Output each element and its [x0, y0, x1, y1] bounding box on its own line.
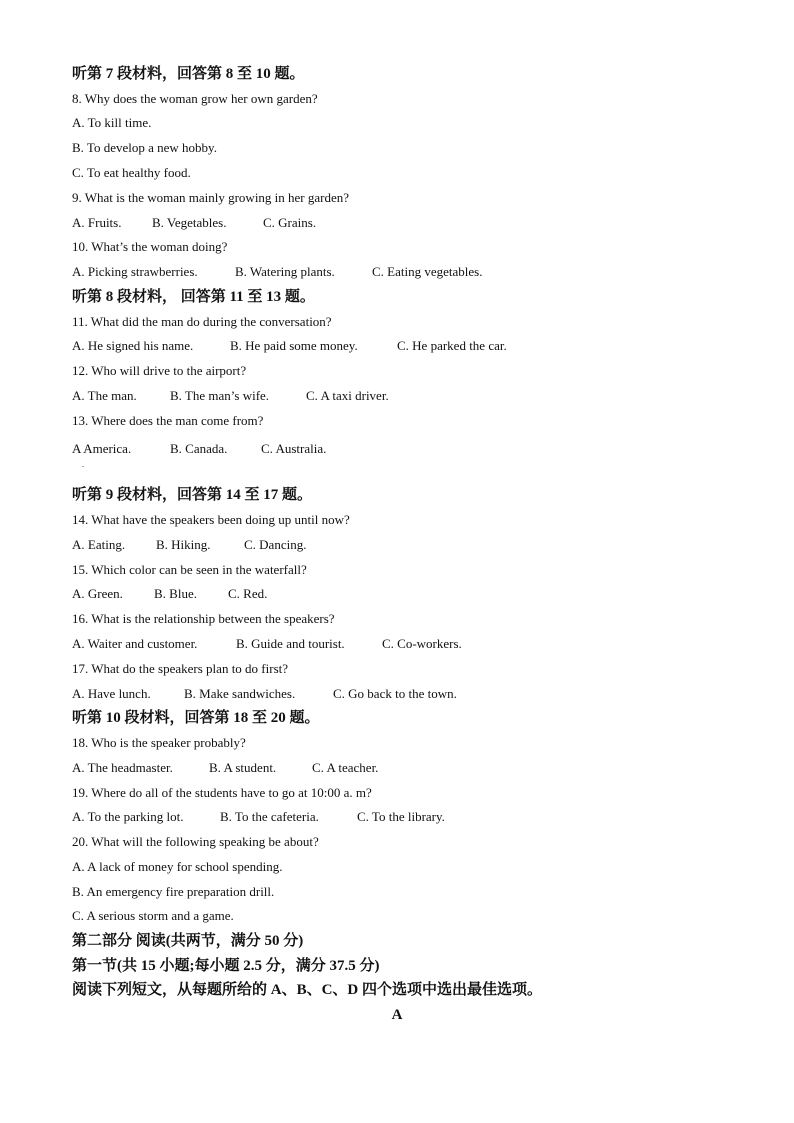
- spacer: [72, 469, 732, 483]
- question-18-option-a: A. The headmaster.: [72, 759, 173, 775]
- question-12-options: [72, 384, 732, 409]
- question-19-options: [72, 805, 732, 830]
- question-10-option-b: B. Watering plants.: [235, 264, 335, 280]
- question-10-options: [72, 260, 732, 285]
- section-heading-9: 听第 9 段材料，回答第 14 至 17 题。: [72, 487, 313, 504]
- question-9-option-a: A. Fruits.: [72, 214, 122, 230]
- question-15-option-b: B. Blue.: [154, 586, 197, 602]
- question-15-stem: 15. Which color can be seen in the waterfall?: [72, 561, 307, 577]
- reading-instruction: 阅读下列短文，从每题所给的 A、B、C、D 四个选项中选出最佳选项。: [72, 982, 543, 999]
- question-20-option-b: B. An emergency fire preparation drill.: [72, 883, 275, 899]
- question-15-option-a: A. Green.: [72, 586, 123, 602]
- question-9-option-b: B. Vegetables.: [152, 214, 227, 230]
- question-11-option-a: A. He signed his name.: [72, 338, 194, 354]
- question-8-option-c: C. To eat healthy food.: [72, 164, 191, 180]
- question-9-option-c: C. Grains.: [263, 214, 317, 230]
- question-14-options: [72, 533, 732, 558]
- question-15-option-c: C. Red.: [228, 586, 268, 602]
- question-14-option-b: B. Hiking.: [156, 536, 211, 552]
- question-15-options: [72, 582, 732, 607]
- question-14-option-c: C. Dancing.: [244, 536, 307, 552]
- stray-dot: .: [82, 460, 84, 470]
- question-10-option-a: A. Picking strawberries.: [72, 264, 198, 280]
- question-20-option-a: A. A lack of money for school spending.: [72, 858, 283, 874]
- section-heading-7: 听第 7 段材料，回答第 8 至 10 题。: [72, 66, 305, 82]
- question-9-options: [72, 211, 732, 236]
- question-12-option-c: C. A taxi driver.: [306, 387, 389, 403]
- question-10-option-c: C. Eating vegetables.: [372, 264, 483, 280]
- question-14-option-a: A. Eating.: [72, 536, 126, 552]
- question-14-stem: 14. What have the speakers been doing up until now?: [72, 511, 350, 527]
- question-11-options: [72, 334, 732, 359]
- question-13-stem: 13. Where does the man come from?: [72, 412, 264, 428]
- question-18-option-c: C. A teacher.: [312, 759, 379, 775]
- question-12-stem: 12. Who will drive to the airport?: [72, 363, 247, 379]
- question-11-stem: 11. What did the man do during the conversation?: [72, 313, 332, 329]
- section-heading-10: 听第 10 段材料，回答第 18 至 20 题。: [72, 710, 320, 727]
- question-9-stem: 9. What is the woman mainly growing in her garden?: [72, 189, 350, 205]
- question-16-options: [72, 632, 732, 657]
- question-19-option-c: C. To the library.: [357, 809, 445, 825]
- question-13-options: [72, 437, 732, 462]
- question-19-stem: 19. Where do all of the students have to go at 10:00 a. m?: [72, 784, 372, 800]
- question-19-option-a: A. To the parking lot.: [72, 809, 184, 825]
- exam-page: [72, 62, 732, 1027]
- question-12-option-a: A. The man.: [72, 387, 137, 403]
- question-10-stem: 10. What’s the woman doing?: [72, 239, 228, 255]
- question-11-option-c: C. He parked the car.: [397, 338, 507, 354]
- passage-letter: A: [391, 1007, 403, 1024]
- question-12-option-b: B. The man’s wife.: [170, 387, 270, 403]
- question-13-option-a: A America.: [72, 440, 132, 456]
- question-16-option-a: A. Waiter and customer.: [72, 635, 198, 651]
- question-18-options: [72, 756, 732, 781]
- question-8-option-a: A. To kill time.: [72, 115, 152, 131]
- question-16-option-b: B. Guide and tourist.: [236, 635, 345, 651]
- question-20-stem: 20. What will the following speaking be about?: [72, 834, 319, 850]
- question-13-option-c: C. Australia.: [261, 440, 327, 456]
- part-two-title: 第二部分 阅读(共两节，满分 50 分): [72, 933, 304, 950]
- question-17-option-c: C. Go back to the town.: [333, 685, 457, 701]
- question-17-option-a: A. Have lunch.: [72, 685, 151, 701]
- question-16-stem: 16. What is the relationship between the speakers?: [72, 611, 335, 627]
- question-17-stem: 17. What do the speakers plan to do first?: [72, 660, 289, 676]
- section-one-title: 第一节(共 15 小题;每小题 2.5 分，满分 37.5 分): [72, 957, 380, 974]
- question-18-stem: 18. Who is the speaker probably?: [72, 734, 246, 750]
- question-18-option-b: B. A student.: [209, 759, 277, 775]
- question-8-stem: 8. Why does the woman grow her own garden?: [72, 90, 318, 106]
- question-13-option-b: B. Canada.: [170, 440, 228, 456]
- question-16-option-c: C. Co-workers.: [382, 635, 462, 651]
- question-19-option-b: B. To the cafeteria.: [220, 809, 319, 825]
- question-17-option-b: B. Make sandwiches.: [184, 685, 296, 701]
- section-heading-8: 听第 8 段材料， 回答第 11 至 13 题。: [72, 288, 315, 305]
- question-17-options: [72, 682, 732, 707]
- question-11-option-b: B. He paid some money.: [230, 338, 358, 354]
- question-8-option-b: B. To develop a new hobby.: [72, 140, 217, 156]
- question-20-option-c: C. A serious storm and a game.: [72, 908, 234, 924]
